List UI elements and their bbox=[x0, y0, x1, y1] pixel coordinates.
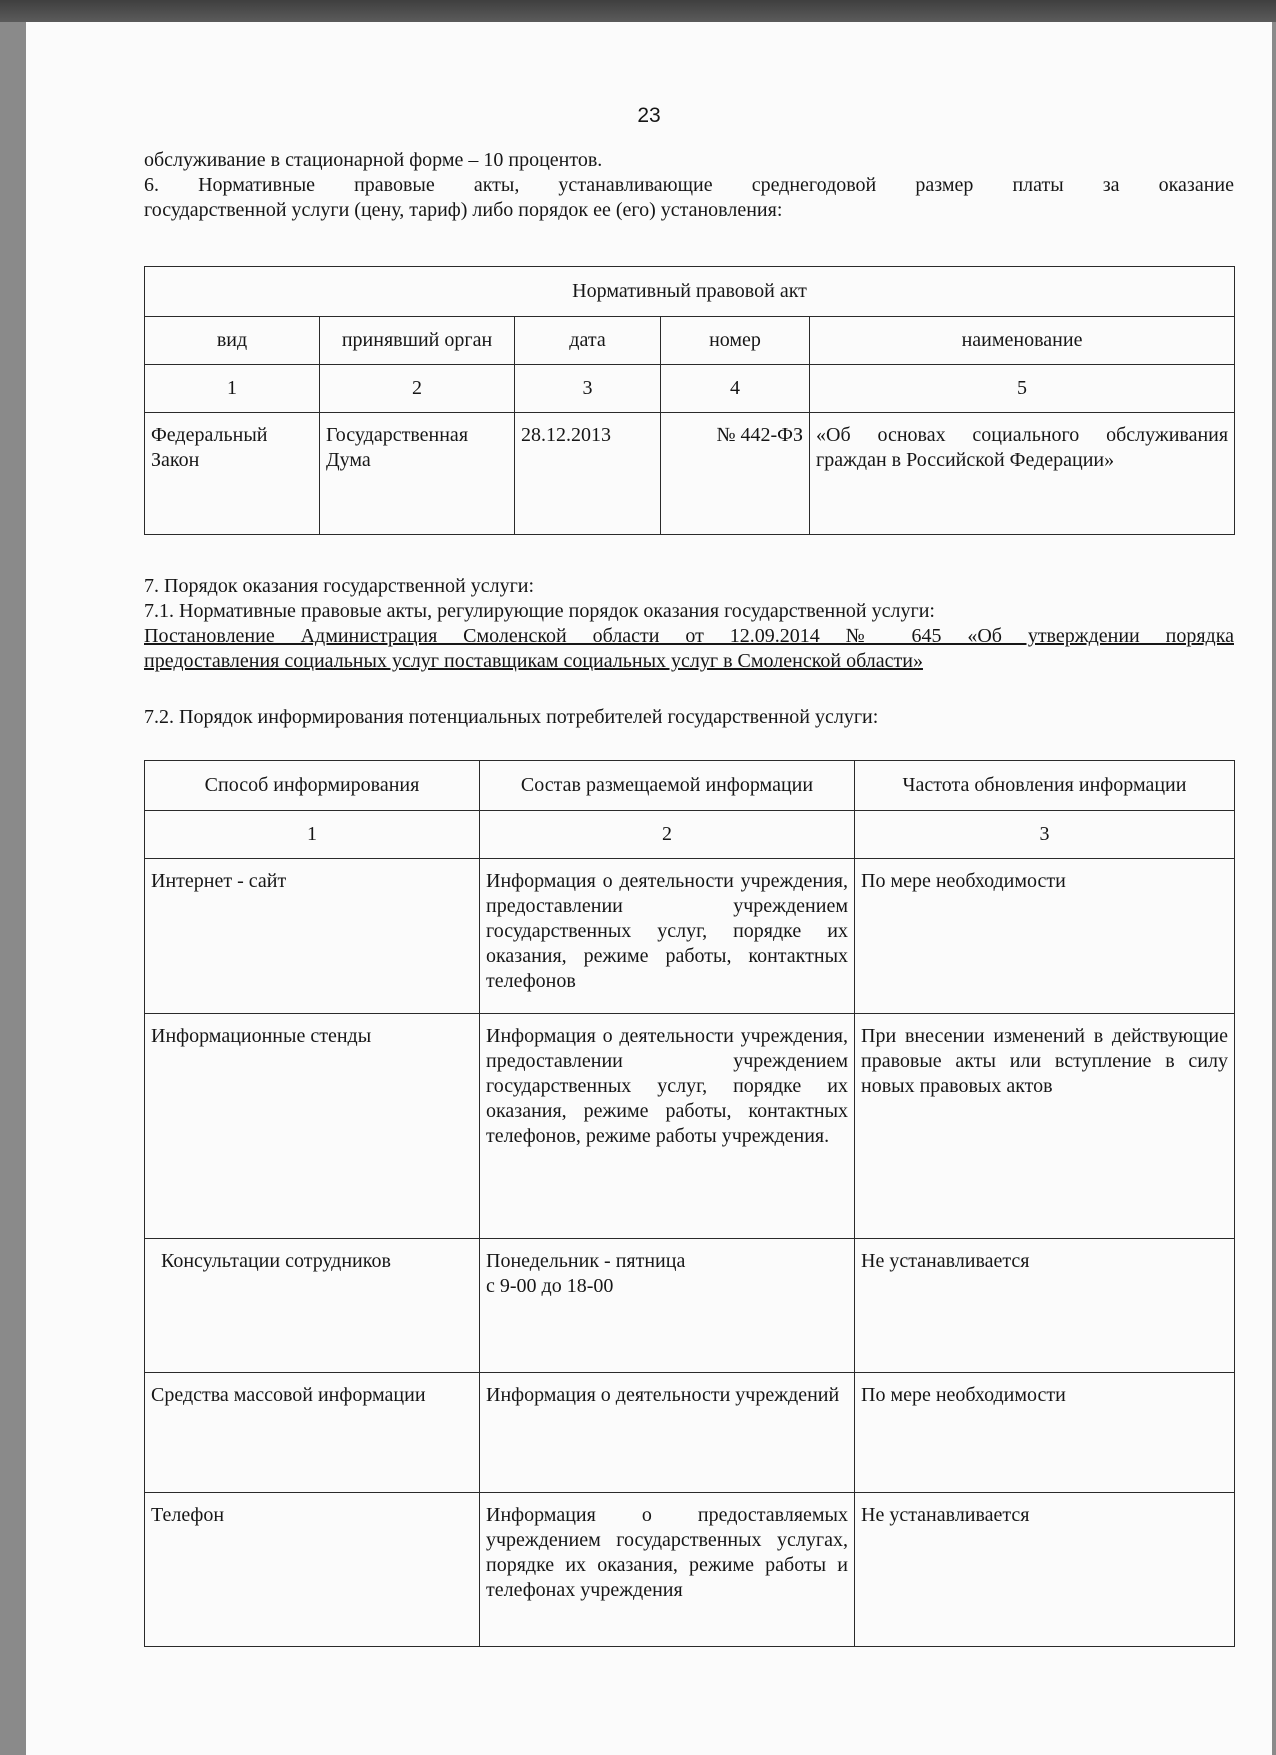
table2-frequency-cell: Не устанавливается bbox=[855, 1239, 1235, 1373]
table2-colnum: 2 bbox=[480, 811, 855, 859]
section-6-text-line2: государственной услуги (цену, тариф) либо порядок ее (его) установления: bbox=[144, 199, 783, 221]
table2-frequency-cell: По мере необходимости bbox=[855, 859, 1235, 1014]
intro-line: обслуживание в стационарной форме – 10 процентов. bbox=[144, 149, 603, 171]
regulatory-act-table bbox=[144, 266, 1235, 535]
table1-cell-vid: Федеральный Закон bbox=[145, 413, 320, 535]
regulation-link-line2: предоставления социальных услуг поставщикам социальных услуг в Смоленской области» bbox=[144, 650, 923, 672]
table1-colnum: 4 bbox=[661, 365, 810, 413]
section-7-2-text: 7.2. Порядок информирования потенциальных потребителей государственной услуги: bbox=[144, 706, 879, 728]
table2-content-cell: Информация о деятельности учреждения, предоставлении учреждением государственных услуг, порядке их оказания, режиме работы, контактных телефонов bbox=[480, 859, 855, 1014]
table1-header-date: дата bbox=[515, 317, 661, 365]
table1-header-vid: вид bbox=[145, 317, 320, 365]
table2-method-cell: Консультации сотрудников bbox=[145, 1239, 480, 1373]
table2-colnum: 3 bbox=[855, 811, 1235, 859]
scan-edge bbox=[0, 0, 1276, 22]
table1-cell-organ: Государственная Дума bbox=[320, 413, 515, 535]
table1-colnum: 1 bbox=[145, 365, 320, 413]
regulation-link-line1: Постановление Администрация Смоленской области от 12.09.2014 № 645 «Об утверждении порядка bbox=[144, 625, 1234, 647]
section-7-1-text: 7.1. Нормативные правовые акты, регулирующие порядок оказания государственной услуги: bbox=[144, 600, 935, 622]
table1-header-number: номер bbox=[661, 317, 810, 365]
table2-frequency-cell: При внесении изменений в действующие правовые акты или вступление в силу новых правовых актов bbox=[855, 1014, 1235, 1239]
table1-colnum: 5 bbox=[810, 365, 1235, 413]
information-methods-table bbox=[144, 760, 1235, 1647]
table2-method-cell: Средства массовой информации bbox=[145, 1373, 480, 1493]
table2-content-cell: Информация о деятельности учреждений bbox=[480, 1373, 855, 1493]
table2-content-cell: Информация о предоставляемых учреждением государственных услугах, порядке их оказания, режиме работы и телефонах учреждения bbox=[480, 1493, 855, 1647]
table2-header-content: Состав размещаемой информации bbox=[480, 761, 855, 811]
table2-content-cell: Информация о деятельности учреждения, предоставлении учреждением государственных услуг, порядке их оказания, режиме работы, контактных телефонов, режиме работы учреждения. bbox=[480, 1014, 855, 1239]
table2-colnum: 1 bbox=[145, 811, 480, 859]
table1-header-name: наименование bbox=[810, 317, 1235, 365]
table1-header-organ: принявший орган bbox=[320, 317, 515, 365]
table1-colnum: 2 bbox=[320, 365, 515, 413]
section-7-heading: 7. Порядок оказания государственной услуги: bbox=[144, 575, 535, 597]
consultation-hours: с 9-00 до 18-00 bbox=[486, 1275, 614, 1297]
document-page bbox=[26, 22, 1272, 1755]
page-number: 23 bbox=[637, 104, 661, 127]
table2-method-cell: Телефон bbox=[145, 1493, 480, 1647]
table2-method-cell: Информационные стенды bbox=[145, 1014, 480, 1239]
table1-title: Нормативный правовой акт bbox=[145, 267, 1235, 317]
table1-cell-name: «Об основах социального обслуживания граждан в Российской Федерации» bbox=[810, 413, 1235, 535]
table1-cell-number: № 442-ФЗ bbox=[661, 413, 810, 535]
consultation-days: Понедельник - пятница bbox=[486, 1250, 686, 1272]
table2-content-cell bbox=[480, 1239, 855, 1373]
table1-colnum: 3 bbox=[515, 365, 661, 413]
table2-header-method: Способ информирования bbox=[145, 761, 480, 811]
table2-frequency-cell: Не устанавливается bbox=[855, 1493, 1235, 1647]
table2-method-cell: Интернет - сайт bbox=[145, 859, 480, 1014]
table2-frequency-cell: По мере необходимости bbox=[855, 1373, 1235, 1493]
table2-header-frequency: Частота обновления информации bbox=[855, 761, 1235, 811]
table1-cell-date: 28.12.2013 bbox=[515, 413, 661, 535]
section-6-text-line1: 6. Нормативные правовые акты, устанавливающие среднегодовой размер платы за оказание bbox=[144, 174, 1234, 196]
